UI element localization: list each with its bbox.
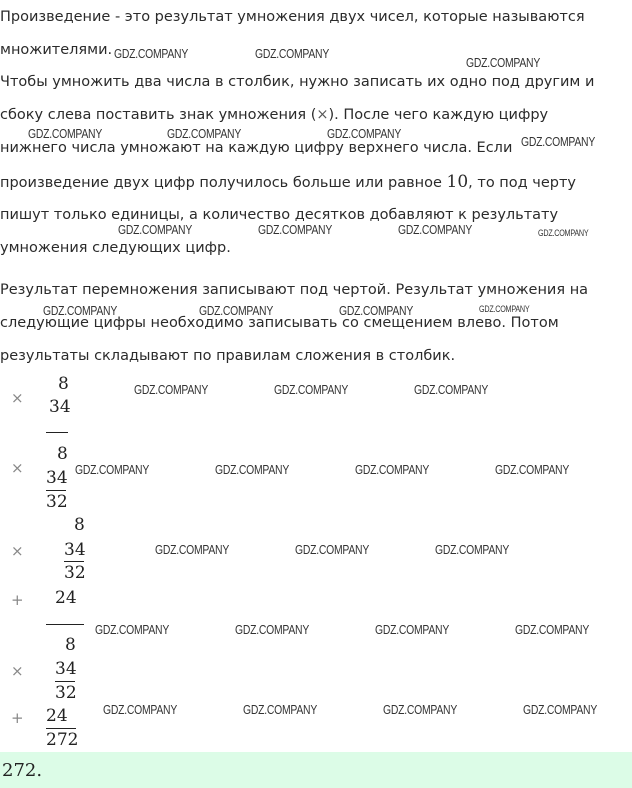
step4-top: 8 [65, 635, 76, 655]
text-line-3: Чтобы умножить два числа в столбик, нужно записать их одно под другим и [0, 74, 595, 90]
watermark: GDZ.COMPANY [95, 622, 170, 637]
step4-result-2: 24 [46, 706, 68, 726]
watermark: GDZ.COMPANY [134, 382, 209, 397]
step1-bottom: 34 [49, 397, 71, 417]
watermark: GDZ.COMPANY [199, 303, 274, 318]
watermark: GDZ.COMPANY [118, 222, 193, 237]
rule [55, 681, 75, 682]
text-line-4 [0, 107, 548, 124]
text-line-11: результаты складывают по правилам сложения в столбик. [0, 348, 456, 364]
times-sign: × [11, 389, 24, 407]
text-line-8: умножения следующих цифр. [0, 240, 231, 256]
step2-top: 8 [57, 444, 68, 464]
step4-total: 272 [46, 730, 79, 750]
step3-result-2: 24 [55, 588, 77, 608]
watermark: GDZ.COMPANY [479, 304, 530, 314]
watermark: GDZ.COMPANY [103, 702, 178, 717]
watermark: GDZ.COMPANY [75, 462, 150, 477]
text-line-6-a: произведение двух цифр получилось больше или равное [0, 175, 447, 191]
text-line-7: пишут только единицы, а количество десятков добавляют к результату [0, 207, 559, 223]
watermark: GDZ.COMPANY [466, 55, 541, 70]
step4-bottom: 34 [55, 659, 77, 679]
watermark: GDZ.COMPANY [523, 702, 598, 717]
text-line-9: Результат перемножения записывают под чертой. Результат умножения на [0, 282, 589, 298]
text-line-4-a: сбоку слева поставить знак умножения ( [0, 107, 317, 123]
watermark: GDZ.COMPANY [215, 462, 290, 477]
watermark: GDZ.COMPANY [538, 228, 589, 238]
number-ten: 10 [446, 172, 469, 192]
text-line-10: следующие цифры необходимо записывать со смещением влево. Потом [0, 315, 559, 331]
watermark: GDZ.COMPANY [355, 462, 430, 477]
watermark: GDZ.COMPANY [155, 542, 230, 557]
watermark: GDZ.COMPANY [414, 382, 489, 397]
step3-top: 8 [74, 515, 85, 535]
text-line-6 [0, 174, 576, 192]
times-sign: × [11, 542, 24, 560]
text-line-2: множителями. [0, 42, 113, 58]
watermark: GDZ.COMPANY [28, 126, 103, 141]
times-sign: × [11, 459, 24, 477]
rule [46, 490, 66, 491]
multiply-symbol: × [316, 107, 329, 123]
watermark: GDZ.COMPANY [515, 622, 590, 637]
watermark: GDZ.COMPANY [327, 126, 402, 141]
watermark: GDZ.COMPANY [167, 126, 242, 141]
watermark: GDZ.COMPANY [495, 462, 570, 477]
watermark: GDZ.COMPANY [295, 542, 370, 557]
answer-box [0, 752, 632, 788]
text-line-1: Произведение - это результат умножения двух чисел, которые называются [0, 9, 585, 25]
watermark: GDZ.COMPANY [43, 303, 118, 318]
step2-result: 32 [46, 492, 68, 512]
watermark: GDZ.COMPANY [258, 222, 333, 237]
step1-top: 8 [58, 374, 69, 394]
text-line-6-b: , то под черту [468, 175, 577, 191]
watermark: GDZ.COMPANY [243, 702, 318, 717]
watermark: GDZ.COMPANY [255, 46, 330, 61]
watermark: GDZ.COMPANY [521, 134, 596, 149]
rule [46, 624, 84, 625]
rule [46, 432, 68, 433]
step4-result-1: 32 [55, 683, 77, 703]
step3-result-1: 32 [64, 563, 86, 583]
answer-value: 272. [2, 760, 43, 781]
watermark: GDZ.COMPANY [435, 542, 510, 557]
watermark: GDZ.COMPANY [114, 46, 189, 61]
text-line-5: нижнего числа умножают на каждую цифру верхнего числа. Если [0, 140, 513, 156]
rule [64, 561, 84, 562]
watermark: GDZ.COMPANY [235, 622, 310, 637]
rule [46, 728, 76, 729]
text-line-4-b: ). После чего каждую цифру [328, 107, 549, 123]
plus-sign: + [11, 591, 24, 609]
watermark: GDZ.COMPANY [274, 382, 349, 397]
watermark: GDZ.COMPANY [398, 222, 473, 237]
plus-sign: + [11, 709, 24, 727]
times-sign: × [11, 662, 24, 680]
watermark: GDZ.COMPANY [339, 303, 414, 318]
step2-bottom: 34 [46, 468, 68, 488]
watermark: GDZ.COMPANY [375, 622, 450, 637]
watermark: GDZ.COMPANY [383, 702, 458, 717]
step3-bottom: 34 [64, 540, 86, 560]
